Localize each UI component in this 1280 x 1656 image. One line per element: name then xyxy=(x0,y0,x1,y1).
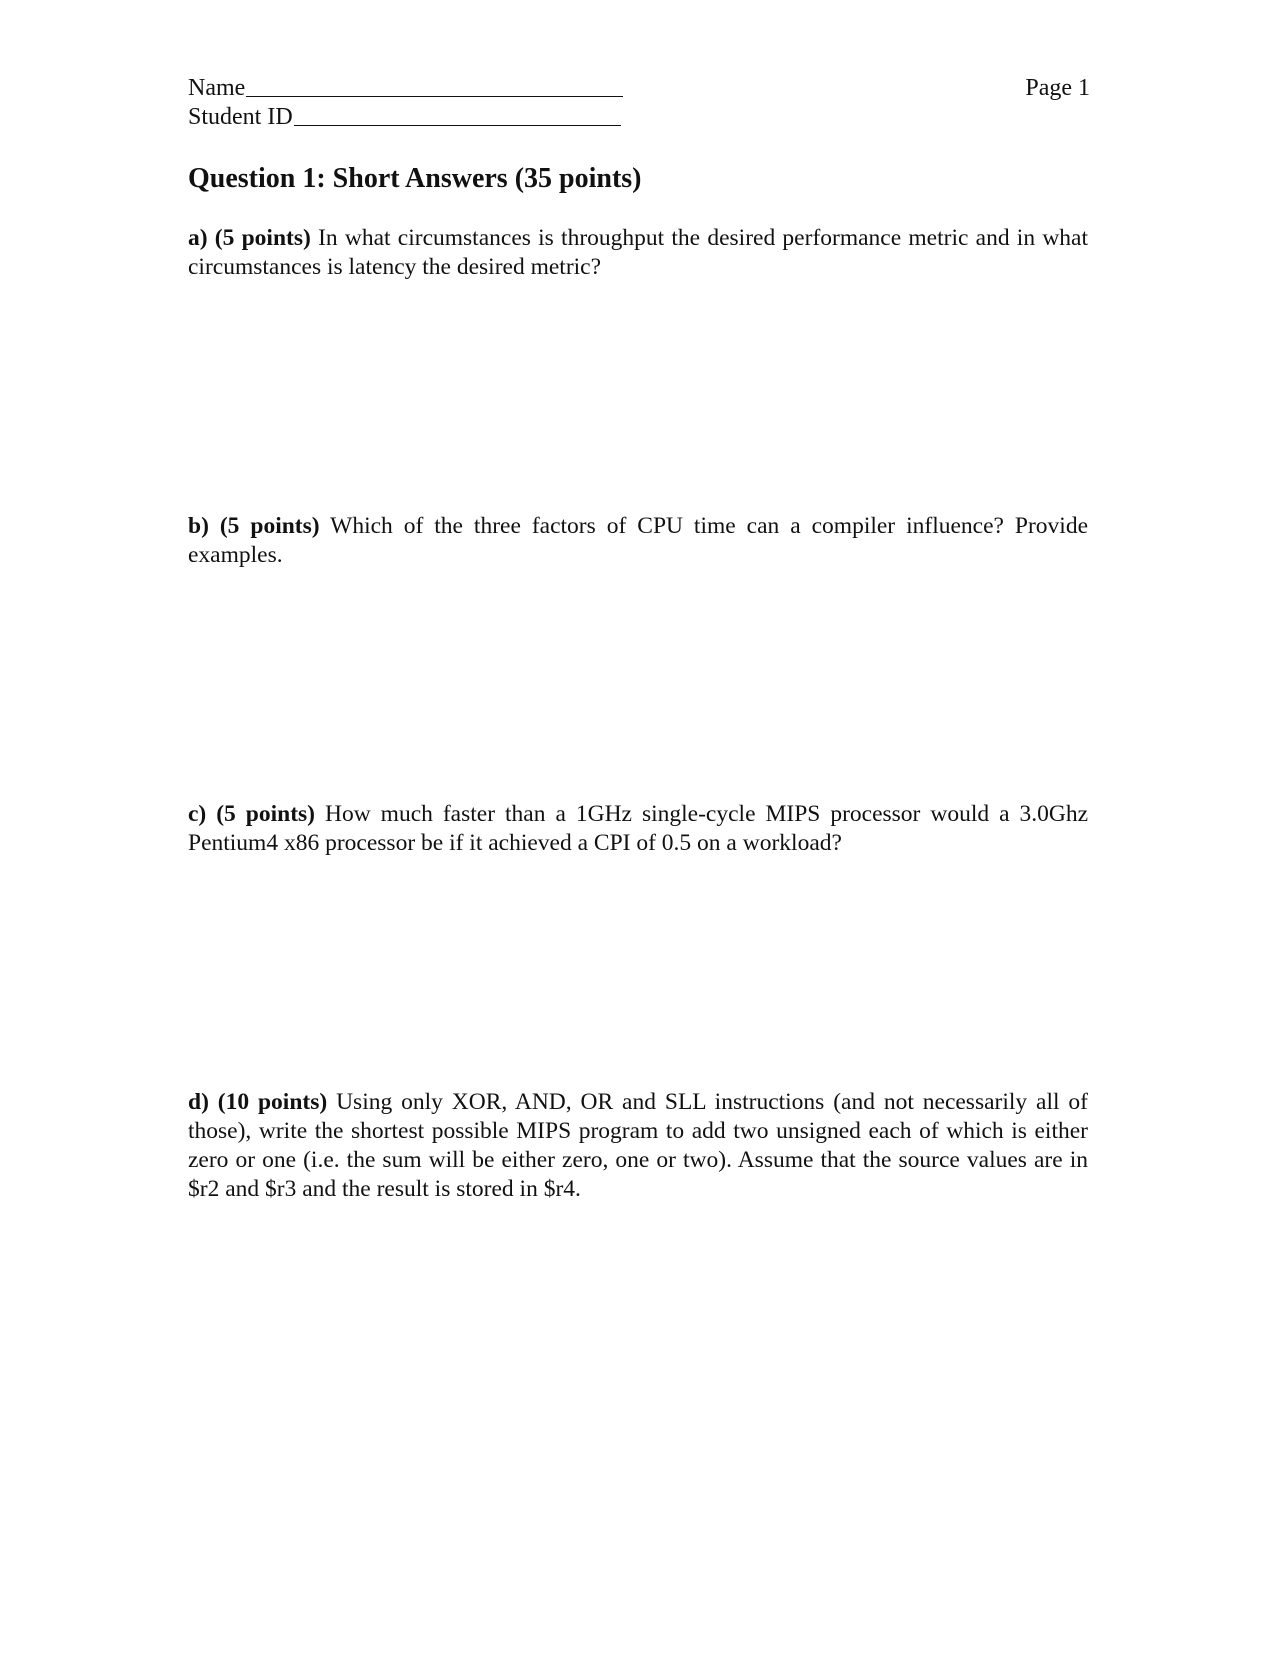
question-title: Question 1: Short Answers (35 points) xyxy=(188,163,642,194)
question-part-d xyxy=(188,1088,1088,1204)
student-id-blank xyxy=(294,125,621,126)
part-c-text: How much faster than a 1GHz single-cycle MIPS processor would a 3.0Ghz Pentium4 x86 processor be if it achieved a CPI of 0.5 on a workload? xyxy=(188,801,1089,856)
name-line xyxy=(188,74,628,103)
question-part-a xyxy=(188,224,1088,282)
question-part-c xyxy=(188,800,1088,858)
page-number: Page 1 xyxy=(1025,75,1090,101)
part-a-label: a) (5 points) xyxy=(188,225,311,251)
part-d-text: Using only XOR, AND, OR and SLL instructions (and not necessarily all of those), write the shortest possible MIPS program to add two unsigned each of which is either zero or one (i.e. the sum will be either zero, one or two). Assume that the source values are in $r2 and $r3 and the result is stored in $r4. xyxy=(188,1089,1088,1202)
name-blank xyxy=(246,96,623,97)
part-c-label: c) (5 points) xyxy=(188,801,316,827)
part-b-text: Which of the three factors of CPU time can a compiler influence? Provide examples. xyxy=(188,513,1088,568)
question-part-b xyxy=(188,512,1088,570)
name-label: Name xyxy=(188,75,246,101)
student-id-line xyxy=(188,103,628,132)
part-d-label: d) (10 points) xyxy=(188,1089,328,1115)
part-a-text: In what circumstances is throughput the desired performance metric and in what circumstances is latency the desired metric? xyxy=(188,225,1088,280)
student-info-block xyxy=(188,74,628,132)
part-b-label: b) (5 points) xyxy=(188,513,320,539)
student-id-label: Student ID xyxy=(188,104,293,130)
